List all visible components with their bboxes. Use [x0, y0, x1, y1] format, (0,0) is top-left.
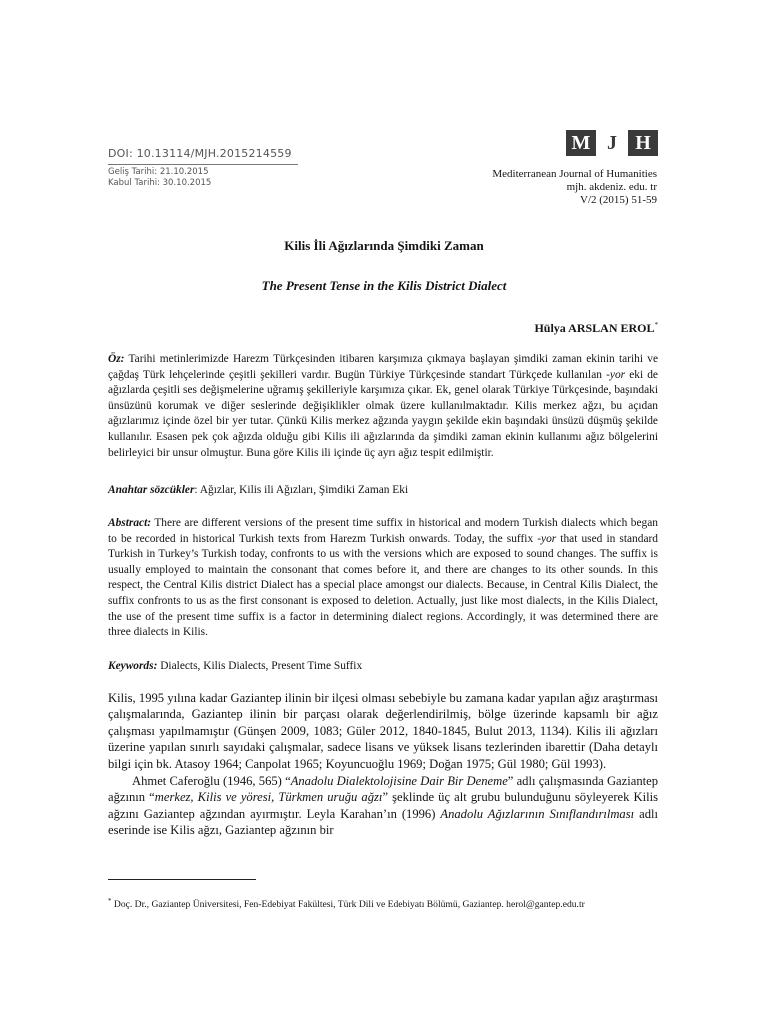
- footnote-mark: *: [108, 897, 112, 905]
- journal-name: Mediterranean Journal of Humanities: [492, 168, 657, 180]
- journal-logo-m: M: [566, 130, 596, 156]
- journal-logo-h: H: [628, 130, 658, 156]
- author-name: [534, 321, 658, 336]
- journal-url: mjh. akdeniz. edu. tr: [566, 181, 657, 193]
- english-abstract: [108, 516, 658, 641]
- turkish-abstract: [108, 352, 658, 461]
- p2-part-e: ” şeklinde üç alt grubu bulunduğunu söyleyerek Kilis ağzını Gaziantep ağzından ayırmıştır. Leyla Karahan’ın (1996): [108, 790, 659, 821]
- oz-label: Öz:: [108, 353, 125, 365]
- english-keywords: [108, 659, 658, 675]
- article-subtitle: The Present Tense in the Kilis District Dialect: [261, 278, 507, 293]
- keywords-en-text: Dialects, Kilis Dialects, Present Time Suffix: [157, 660, 363, 672]
- oz-text-1: Tarihi metinlerimizde Harezm Türkçesinden itibaren karşımıza çıkmaya başlayan şimdiki zaman ekinin tarihi ve çağdaş Türk lehçelerinde çeşitli şekilleri vardır. Bugün Türkiye Türkçesinde standart Türkçede kullanılan: [108, 353, 658, 381]
- oz-text-2: eki de ağızlarda çeşitli ses değişmelerine uğramış şekilleriyle karşımıza çıkar. Ek, genel olarak Türkiye Türkçesinde, başındaki ünsüzünü korumak ve diğer seslerinde değişiklikler olmak üzere kullanılmaktadır. Kilis merkez ağzı, bu açıdan ağızlarımız içinde özel bir yer tutar. Çünkü Kilis merkez ağzında yaygın şekilde ekin başındaki ünsüzü düşmüş şekilde kullanılır. Esasen pek çok ağızda olduğu gibi Kilis ili ağızlarında da şimdiki zaman ekinin kullanımı ağız bölgelerini belirleyici bir unsur olmuştur. Buna göre Kilis ili içinde üç ayrı ağız tespit edilmiştir.: [108, 368, 658, 459]
- body-text: [108, 690, 658, 839]
- doi: DOI: 10.13114/MJH.2015214559: [108, 147, 292, 160]
- accepted-date: Kabul Tarihi: 30.10.2015: [108, 178, 212, 188]
- journal-logo-j: J: [598, 130, 626, 156]
- abstract-suffix: yor: [541, 532, 557, 545]
- oz-suffix: -yor: [606, 368, 626, 381]
- p2-part-g: adlı eserinde ise Kilis ağzı, Gaziantep ağzının bir: [108, 806, 658, 838]
- footnote-text: Doç. Dr., Gaziantep Üniversitesi, Fen-Edebiyat Fakültesi, Türk Dili ve Edebiyatı Bölümü, Gaziantep. herol@gantep.edu.tr: [111, 899, 585, 911]
- doi-underline: [108, 164, 298, 165]
- author-text: Hülya ARSLAN EROL: [534, 321, 655, 335]
- body-paragraph-2: [108, 773, 658, 839]
- submission-dates: [108, 167, 211, 189]
- body-paragraph-1: Kilis, 1995 yılına kadar Gaziantep ilinin bir ilçesi olması sebebiyle bu zamana kadar yapılan ağız araştırması çalışmalarında, Gaziantep ilinin bir parçası olarak değerlendirilmiş, bölge üzerinde kapsamlı bir ağız çalışması yapılmamıştır (Günşen 2009, 1083; Güler 2012, 1840-1845, Bulut 2013, 1134). Kilis ili ağızları üzerine yapılan sınırlı sayıdaki çalışmalar, sadece lisans ve yüksek lisans tezlerinden ibarettir (Daha detaylı bilgi için bk. Atasoy 1964; Canpolat 1965; Koyuncuoğlu 1969; Doğan 1975; Gül 1980; Gül 1993).: [108, 691, 658, 771]
- p2-subgroups: merkez, Kilis ve yöresi, Türkmen uruğu ağzı: [154, 790, 383, 805]
- received-date: Geliş Tarihi: 21.10.2015: [108, 167, 209, 177]
- abstract-text-2: that used in standard Turkish in Turkey’s Turkish today, confronts to us with the versions which are exposed to sound changes. The suffix is usually employed to maintain the consonant that comes before it, and there are changes to its other sounds. In this respect, the Central Kilis district Dialect has a special place amongst our dialects. Because, in Central Kilis Dialect, the suffix confronts to us as the first consonant is exposed to deletion. Actually, just like most dialects, in the Kilis Dialect, the use of the present time suffix is a factor in determining dialect regions. Accordingly, it was determined there are three dialects in Kilis.: [108, 532, 658, 639]
- footnote: [108, 895, 658, 911]
- p2-part-c: ” adlı çalışmasında Gaziantep ağzının “: [108, 774, 658, 805]
- article-title: Kilis İli Ağızlarında Şimdiki Zaman: [284, 238, 484, 253]
- author-footnote-mark: *: [654, 321, 658, 329]
- abstract-text-1: There are different versions of the present time suffix in historical and modern Turkish dialects which began to be recorded in historical Turkish texts from Harezm Turkish onwards. Today, the suffix -: [108, 517, 658, 545]
- p2-title-caferoglu: Anadolu Dialektolojisine Dair Bir Deneme: [290, 774, 508, 789]
- journal-volume: V/2 (2015) 51-59: [580, 194, 657, 206]
- keywords-tr-text: : Ağızlar, Kilis ili Ağızları, Şimdiki Zaman Eki: [194, 484, 409, 496]
- p2-title-karahan: Anadolu Ağızlarının Sınıflandırılması: [440, 806, 635, 821]
- footnote-rule: [108, 879, 256, 880]
- keywords-tr-label: Anahtar sözcükler: [108, 484, 195, 496]
- journal-info: [397, 168, 657, 207]
- abstract-label: Abstract:: [108, 517, 152, 529]
- p2-part-a: Ahmet Caferoğlu (1946, 565) “: [132, 774, 291, 789]
- keywords-en-label: Keywords:: [108, 660, 158, 672]
- turkish-keywords: [108, 483, 658, 499]
